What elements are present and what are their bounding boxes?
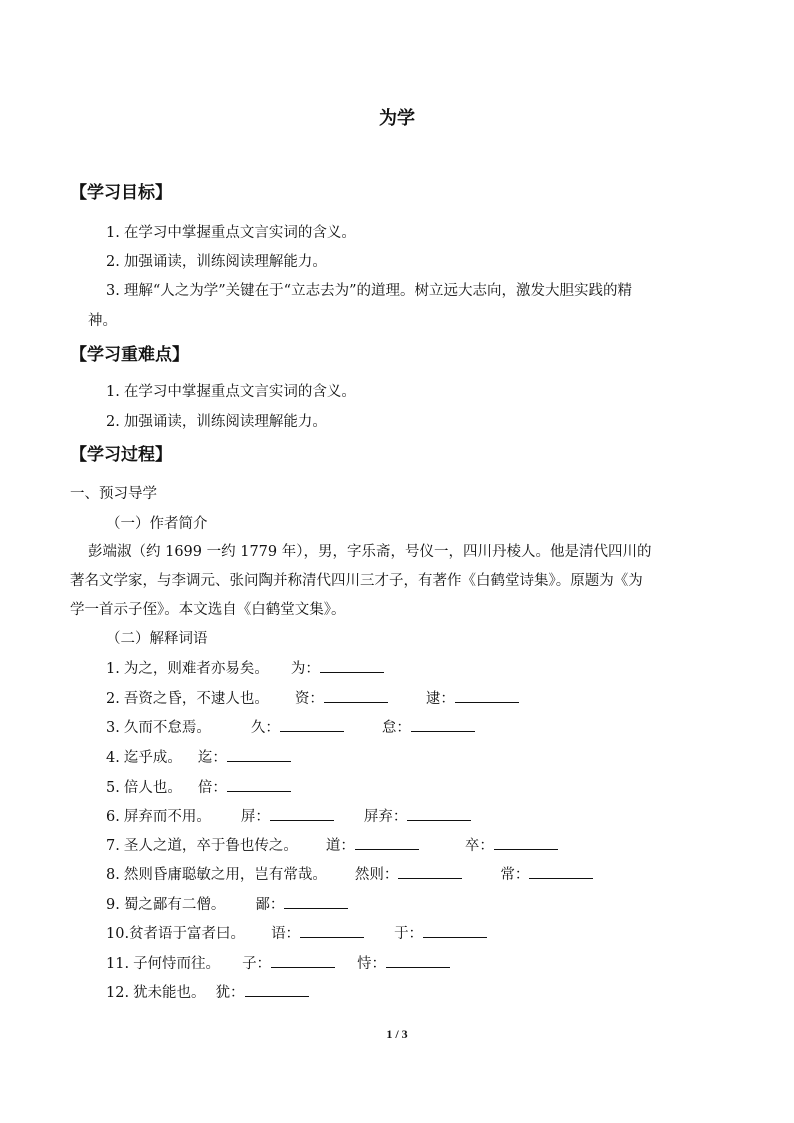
part-preview: 一、预习导学 [70, 486, 157, 502]
vocab-sentence: 迄乎成。 [123, 750, 182, 766]
vocab-word: 倍： [197, 780, 227, 796]
objective-3-num: 3. [106, 283, 120, 299]
answer-blank[interactable] [494, 835, 558, 850]
answer-blank[interactable] [280, 717, 344, 732]
heading-process: 【学习过程】 [70, 445, 172, 465]
vocab-sentence: 吾资之昏，不逮人也。 [123, 691, 269, 707]
answer-blank[interactable] [271, 953, 335, 968]
vocab-num: 10. [106, 926, 130, 942]
answer-blank[interactable] [455, 688, 519, 703]
answer-blank[interactable] [245, 982, 309, 997]
vocab-num: 8. [106, 867, 120, 883]
vocab-word: 常： [500, 867, 530, 883]
vocab-sentence: 为之，则难者亦易矣。 [123, 661, 269, 677]
objective-3 [106, 279, 632, 300]
answer-blank[interactable] [227, 747, 291, 762]
vocab-sentence: 圣人之道，卒于鲁也传之。 [123, 838, 298, 854]
vocab-word: 逮： [425, 691, 455, 707]
vocab-word: 为： [290, 661, 320, 677]
vocab-row-11 [106, 952, 450, 973]
vocab-word: 于： [394, 926, 424, 942]
answer-blank[interactable] [398, 864, 462, 879]
answer-blank[interactable] [284, 894, 348, 909]
vocab-row-10 [106, 922, 487, 943]
vocab-num: 2. [106, 691, 120, 707]
key-point-1-text: 在学习中掌握重点文言实词的含义。 [123, 384, 356, 400]
sub-author-intro: （一）作者简介 [106, 516, 208, 532]
key-point-1-num: 1. [106, 384, 120, 400]
answer-blank[interactable] [355, 835, 419, 850]
vocab-row-3 [106, 716, 475, 737]
objective-1-num: 1. [106, 225, 120, 241]
objective-3-text: 理解“人之为学”关键在于“立志去为”的道理。树立远大志向，激发大胆实践的精 [123, 283, 632, 299]
vocab-num: 5. [106, 780, 120, 796]
vocab-word: 语： [271, 926, 301, 942]
vocab-word: 卒： [464, 838, 494, 854]
vocab-sentence: 然则昏庸聪敏之用，岂有常哉。 [123, 867, 327, 883]
answer-blank[interactable] [423, 923, 487, 938]
objective-2-num: 2. [106, 254, 120, 270]
vocab-row-1 [106, 657, 384, 678]
vocab-row-2 [106, 687, 519, 708]
vocab-row-6 [106, 805, 471, 826]
answer-blank[interactable] [324, 688, 388, 703]
vocab-sentence: 贫者语于富者曰。 [129, 926, 246, 942]
vocab-num: 12. [106, 985, 130, 1001]
page-title: 为学 [379, 108, 415, 129]
vocab-word: 资： [294, 691, 324, 707]
vocab-word: 道： [325, 838, 355, 854]
vocab-row-7 [106, 834, 558, 855]
vocab-word: 怠： [381, 720, 411, 736]
objective-1 [106, 221, 356, 242]
answer-blank[interactable] [300, 923, 364, 938]
vocab-sentence: 子何恃而往。 [133, 956, 221, 972]
heading-objectives: 【学习目标】 [70, 183, 172, 203]
vocab-num: 4. [106, 750, 120, 766]
vocab-word: 迄： [197, 750, 227, 766]
vocab-sentence: 蜀之鄙有二僧。 [123, 897, 226, 913]
vocab-word: 屏弃： [363, 809, 408, 825]
answer-blank[interactable] [411, 717, 475, 732]
key-point-2-num: 2. [106, 414, 120, 430]
vocab-word: 恃： [357, 956, 387, 972]
vocab-sentence: 屏弃而不用。 [123, 809, 211, 825]
vocab-num: 7. [106, 838, 120, 854]
vocab-num: 11. [106, 956, 130, 972]
page-number: 1 / 3 [386, 1027, 408, 1041]
objective-2-text: 加强诵读，训练阅读理解能力。 [123, 254, 327, 270]
objective-2 [106, 250, 327, 271]
answer-blank[interactable] [386, 953, 450, 968]
key-point-2 [106, 410, 327, 431]
key-point-1 [106, 380, 356, 401]
heading-key-points: 【学习重难点】 [70, 345, 189, 365]
vocab-row-5 [106, 776, 291, 797]
vocab-row-9 [106, 893, 348, 914]
vocab-sentence: 犹未能也。 [133, 985, 206, 1001]
sub-vocab: （二）解释词语 [106, 631, 208, 647]
vocab-word: 然则： [354, 867, 399, 883]
vocab-num: 1. [106, 661, 120, 677]
vocab-row-12 [106, 981, 309, 1002]
vocab-sentence: 倍人也。 [123, 780, 182, 796]
answer-blank[interactable] [270, 806, 334, 821]
answer-blank[interactable] [407, 806, 471, 821]
objective-3-cont: 神。 [88, 313, 117, 329]
vocab-word: 屏： [240, 809, 270, 825]
vocab-num: 3. [106, 720, 120, 736]
key-point-2-text: 加强诵读，训练阅读理解能力。 [123, 414, 327, 430]
vocab-word: 久： [250, 720, 280, 736]
vocab-row-8 [106, 863, 593, 884]
vocab-word: 子： [242, 956, 272, 972]
answer-blank[interactable] [320, 658, 384, 673]
vocab-word: 犹： [215, 985, 245, 1001]
author-line-1: 彭端淑（约 1699 一约 1779 年），男，字乐斋，号仪一，四川丹棱人。他是清代四川的 [88, 544, 652, 560]
vocab-sentence: 久而不怠焉。 [123, 720, 211, 736]
vocab-row-4 [106, 746, 291, 767]
vocab-num: 9. [106, 897, 120, 913]
objective-1-text: 在学习中掌握重点文言实词的含义。 [123, 225, 356, 241]
author-line-3: 学一首示子侄》。本文选自《白鹤堂文集》。 [70, 602, 346, 618]
answer-blank[interactable] [529, 864, 593, 879]
vocab-word: 鄙： [255, 897, 285, 913]
vocab-num: 6. [106, 809, 120, 825]
answer-blank[interactable] [227, 777, 291, 792]
author-line-2: 著名文学家，与李调元、张问陶并称清代四川三才子，有著作《白鹤堂诗集》。原题为《为 [70, 573, 643, 589]
